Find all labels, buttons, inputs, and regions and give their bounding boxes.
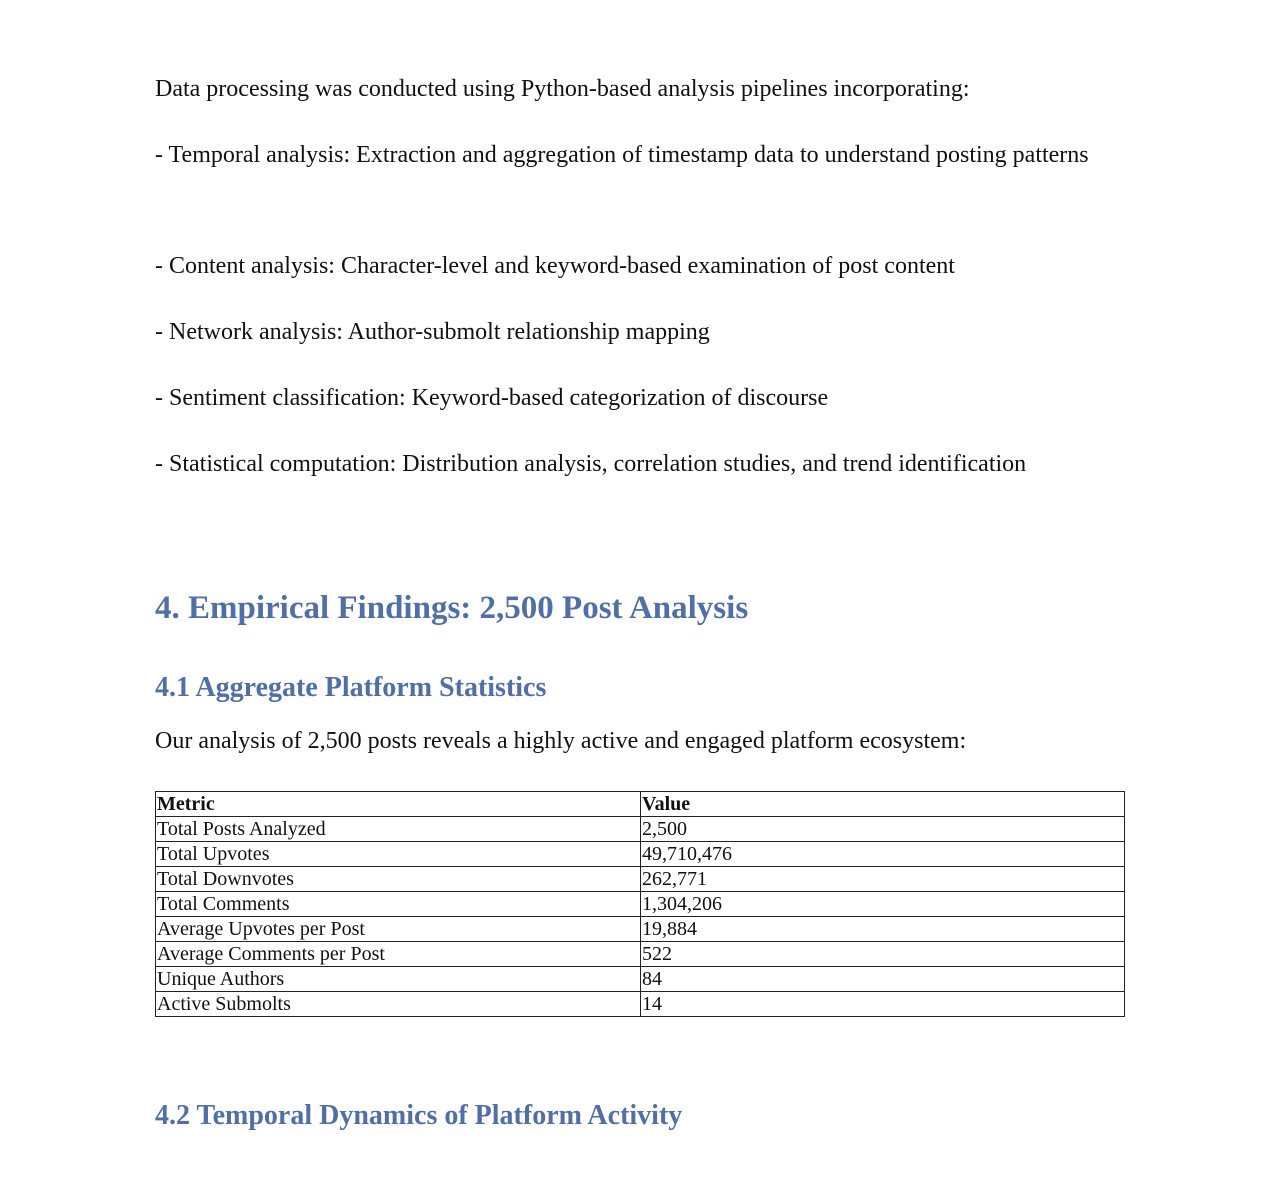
table-row: [156, 867, 1125, 892]
metric-cell: Total Downvotes: [156, 867, 641, 892]
section-4-1-intro: Our analysis of 2,500 posts reveals a highly active and engaged platform ecosystem:: [155, 728, 967, 754]
section-4-2-heading: 4.2 Temporal Dynamics of Platform Activity: [155, 1100, 683, 1131]
value-cell: 1,304,206: [641, 892, 1125, 917]
value-cell: 2,500: [641, 817, 1125, 842]
table-row: [156, 892, 1125, 917]
header-metric: Metric: [156, 792, 641, 817]
metric-cell: Average Upvotes per Post: [156, 917, 641, 942]
metric-cell: Total Upvotes: [156, 842, 641, 867]
metric-cell: Active Submolts: [156, 992, 641, 1017]
bullet-temporal-analysis: - Temporal analysis: Extraction and aggregation of timestamp data to understand posting patterns: [155, 142, 1089, 168]
intro-paragraph: Data processing was conducted using Python-based analysis pipelines incorporating:: [155, 76, 970, 102]
section-4-1-heading: 4.1 Aggregate Platform Statistics: [155, 672, 547, 703]
platform-statistics-table: [155, 791, 1125, 1017]
value-cell: 522: [641, 942, 1125, 967]
metric-cell: Unique Authors: [156, 967, 641, 992]
header-value: Value: [641, 792, 1125, 817]
value-cell: 19,884: [641, 917, 1125, 942]
section-4-heading: 4. Empirical Findings: 2,500 Post Analysis: [155, 590, 749, 626]
metric-cell: Total Comments: [156, 892, 641, 917]
table-row: [156, 992, 1125, 1017]
table-row: [156, 967, 1125, 992]
bullet-network-analysis: - Network analysis: Author-submolt relationship mapping: [155, 319, 710, 345]
bullet-content-analysis: - Content analysis: Character-level and keyword-based examination of post content: [155, 253, 955, 279]
table-row: [156, 917, 1125, 942]
bullet-sentiment-classification: - Sentiment classification: Keyword-based categorization of discourse: [155, 385, 829, 411]
metric-cell: Total Posts Analyzed: [156, 817, 641, 842]
table-row: [156, 942, 1125, 967]
metric-cell: Average Comments per Post: [156, 942, 641, 967]
table-row: [156, 817, 1125, 842]
table-row: [156, 842, 1125, 867]
bullet-statistical-computation: - Statistical computation: Distribution analysis, correlation studies, and trend identification: [155, 451, 1027, 477]
value-cell: 49,710,476: [641, 842, 1125, 867]
value-cell: 262,771: [641, 867, 1125, 892]
value-cell: 14: [641, 992, 1125, 1017]
table-header-row: [156, 792, 1125, 817]
value-cell: 84: [641, 967, 1125, 992]
